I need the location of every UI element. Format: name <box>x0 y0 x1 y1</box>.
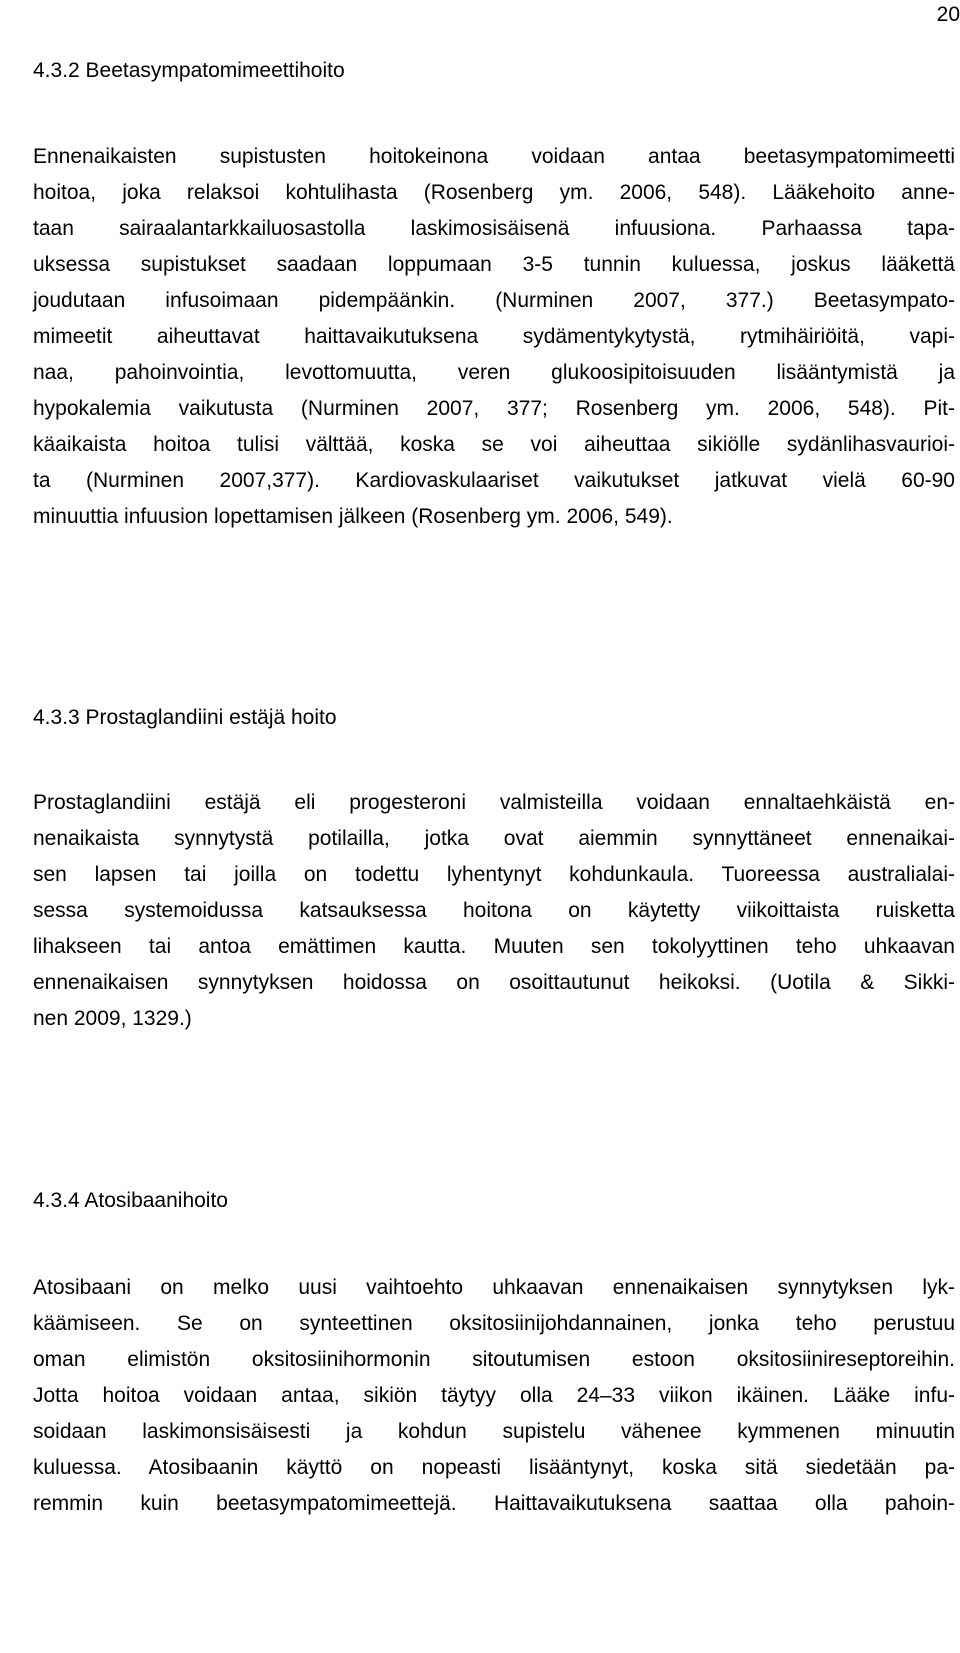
text-line: ta (Nurminen 2007,377). Kardiovaskulaariset vaikutukset jatkuvat vielä 60-90 <box>33 469 955 492</box>
paragraph-atosibaani <box>33 1270 955 1522</box>
page-number: 20 <box>936 3 960 26</box>
text-line: mimeetit aiheuttavat haittavaikutuksena sydämentykytystä, rytmihäiriöitä, vapi- <box>33 325 955 348</box>
text-line: soidaan laskimonsisäisesti ja kohdun supistelu vähenee kymmenen minuutin <box>33 1420 955 1443</box>
text-line: Prostaglandiini estäjä eli progesteroni valmisteilla voidaan ennaltaehkäistä en- <box>33 791 955 814</box>
text-line: oman elimistön oksitosiinihormonin sitoutumisen estoon oksitosiinireseptoreihin. <box>33 1348 955 1371</box>
text-line: minuuttia infuusion lopettamisen jälkeen (Rosenberg ym. 2006, 549). <box>33 505 673 528</box>
text-line: käaikaista hoitoa tulisi välttää, koska se voi aiheuttaa sikiölle sydänlihasvaurioi- <box>33 433 955 456</box>
text-line: ennenaikaisen synnytyksen hoidossa on osoittautunut heikoksi. (Uotila & Sikki- <box>33 971 955 994</box>
section-heading-4-3-2: 4.3.2 Beetasympatomimeettihoito <box>33 59 345 82</box>
text-line: hoitoa, joka relaksoi kohtulihasta (Rosenberg ym. 2006, 548). Lääkehoito anne- <box>33 181 955 204</box>
text-line: nenaikaista synnytystä potilailla, jotka ovat aiemmin synnyttäneet ennenaikai- <box>33 827 955 850</box>
text-line: kuluessa. Atosibaanin käyttö on nopeasti lisääntynyt, koska sitä siedetään pa- <box>33 1456 955 1479</box>
text-line: naa, pahoinvointia, levottomuutta, veren glukoosipitoisuuden lisääntymistä ja <box>33 361 955 384</box>
text-line: Atosibaani on melko uusi vaihtoehto uhkaavan ennenaikaisen synnytyksen lyk- <box>33 1276 955 1299</box>
paragraph-prostaglandiini <box>33 785 955 1037</box>
text-line: sessa systemoidussa katsauksessa hoitona on käytetty viikoittaista ruisketta <box>33 899 955 922</box>
text-line: sen lapsen tai joilla on todettu lyhentynyt kohdunkaula. Tuoreessa australialai- <box>33 863 955 886</box>
text-line: nen 2009, 1329.) <box>33 1007 192 1030</box>
text-line: lihakseen tai antoa emättimen kautta. Muuten sen tokolyyttinen teho uhkaavan <box>33 935 955 958</box>
section-heading-4-3-4: 4.3.4 Atosibaanihoito <box>33 1189 228 1212</box>
text-line: joudutaan infusoimaan pidempäänkin. (Nurminen 2007, 377.) Beetasympato- <box>33 289 955 312</box>
section-heading-4-3-3: 4.3.3 Prostaglandiini estäjä hoito <box>33 706 337 729</box>
text-line: remmin kuin beetasympatomimeettejä. Haittavaikutuksena saattaa olla pahoin- <box>33 1492 955 1515</box>
text-line: taan sairaalantarkkailuosastolla laskimosisäisenä infuusiona. Parhaassa tapa- <box>33 217 955 240</box>
text-line: käämiseen. Se on synteettinen oksitosiinijohdannainen, jonka teho perustuu <box>33 1312 955 1335</box>
paragraph-beetasympatomimeetti <box>33 139 955 535</box>
text-line: Jotta hoitoa voidaan antaa, sikiön täytyy olla 24–33 viikon ikäinen. Lääke infu- <box>33 1384 955 1407</box>
text-line: Ennenaikaisten supistusten hoitokeinona voidaan antaa beetasympatomimeetti <box>33 145 955 168</box>
text-line: uksessa supistukset saadaan loppumaan 3-5 tunnin kuluessa, joskus lääkettä <box>33 253 955 276</box>
text-line: hypokalemia vaikutusta (Nurminen 2007, 377; Rosenberg ym. 2006, 548). Pit- <box>33 397 955 420</box>
